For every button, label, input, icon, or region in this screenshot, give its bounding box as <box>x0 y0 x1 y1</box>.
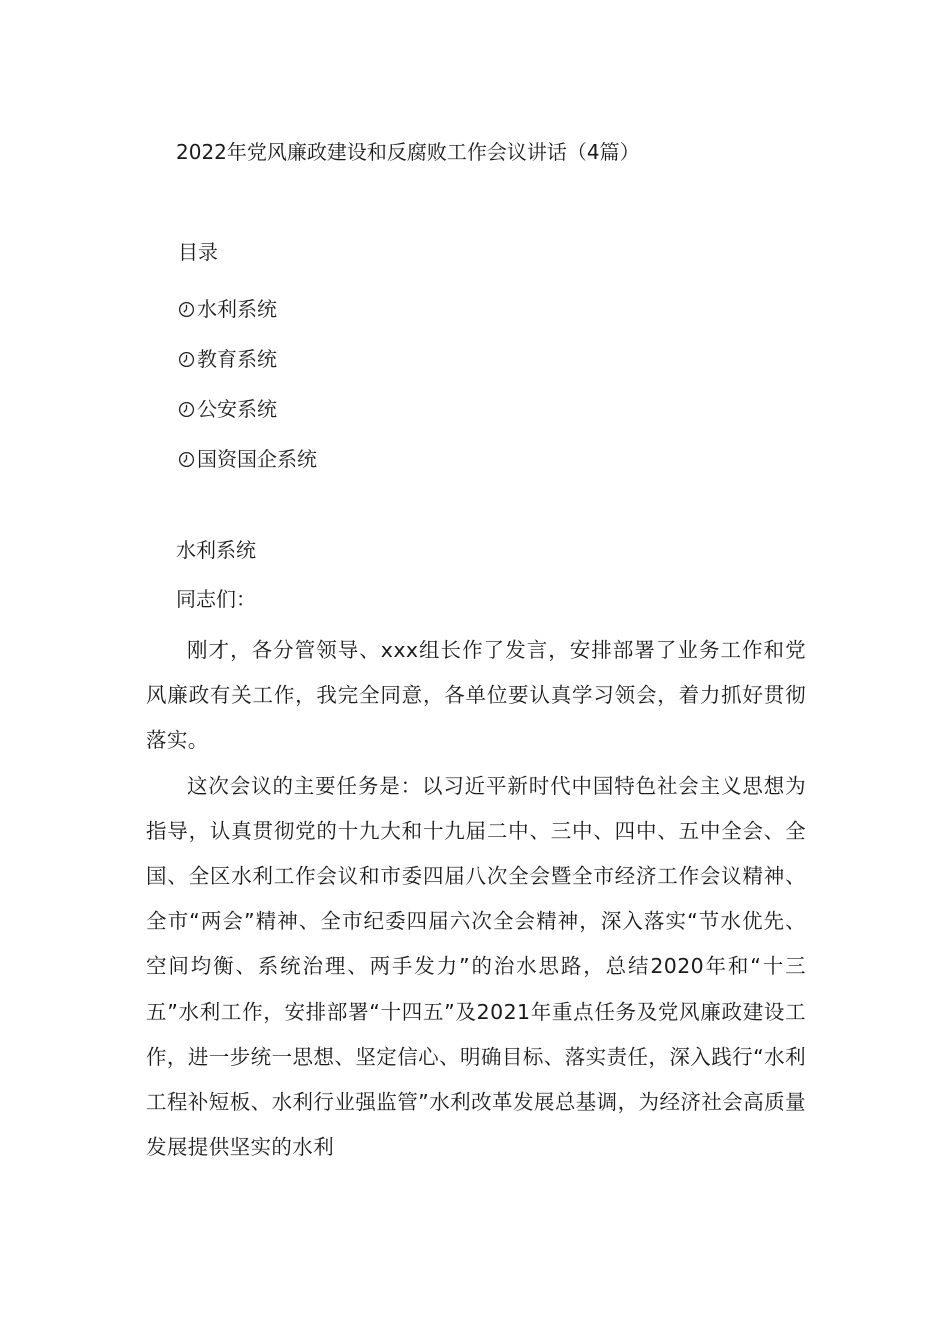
paragraph: 刚才，各分管领导、xxx组长作了发言，安排部署了业务工作和党风廉政有关工作，我完全同意，各单位要认真学习领会，着力抓好贯彻落实。 <box>146 638 806 753</box>
toc-heading: 目录 <box>178 240 218 264</box>
toc-item-education[interactable] <box>178 334 317 384</box>
toc-item-water[interactable] <box>178 284 317 334</box>
table-of-contents <box>178 284 317 484</box>
document-title: 2022年党风廉政建设和反腐败工作会议讲话（4篇） <box>176 140 640 164</box>
toc-item-label: 公安系统 <box>197 397 277 421</box>
toc-item-label: 水利系统 <box>197 297 277 321</box>
clock-icon <box>178 451 195 468</box>
toc-item-label: 国资国企系统 <box>197 447 317 471</box>
toc-item-label: 教育系统 <box>197 347 277 371</box>
salutation: 同志们： <box>176 587 256 611</box>
paragraph: 这次会议的主要任务是：以习近平新时代中国特色社会主义思想为指导，认真贯彻党的十九大和十九届二中、三中、四中、五中全会、全国、全区水利工作会议和市委四届八次全会暨全市经济工作会议精神、全市“两会”精神、全市纪委四届六次全会精神，深入落实“节水优先、空间均衡、系统治理、两手发力”的治水思路，总结2020年和“十三五”水利工作，安排部署“十四五”及2021年重点任务及党风廉政建设工作，进一步统一思想、坚定信心、明确目标、落实责任，深入践行“水利工程补短板、水利行业强监管”水利改革发展总基调，为经济社会高质量发展提供坚实的水利 <box>146 773 806 1160</box>
clock-icon <box>178 301 195 318</box>
clock-icon <box>178 351 195 368</box>
section-title: 水利系统 <box>176 538 256 562</box>
toc-item-state-owned[interactable] <box>178 434 317 484</box>
clock-icon <box>178 401 195 418</box>
body-text <box>146 628 806 1170</box>
toc-item-public-security[interactable] <box>178 384 317 434</box>
